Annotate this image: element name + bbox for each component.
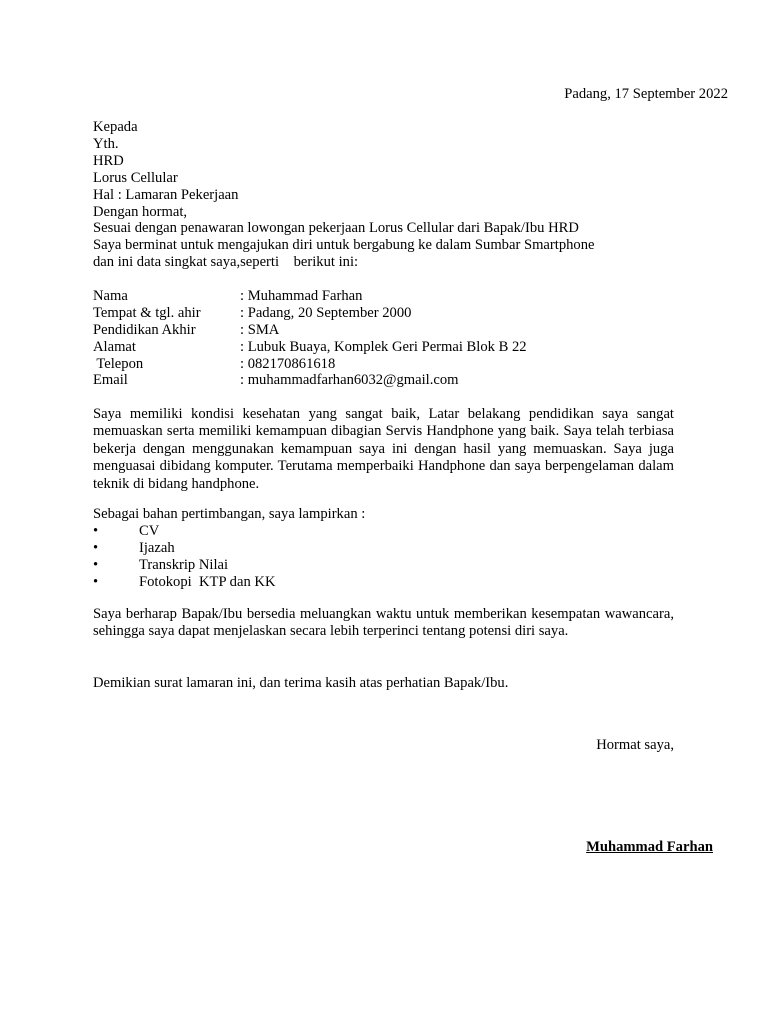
intro-line: Sesuai dengan penawaran lowongan pekerjaan Lorus Cellular dari Bapak/Ibu HRD (93, 220, 579, 237)
attachment-label: Ijazah (139, 539, 175, 556)
subject-line: Hal : Lamaran Pekerjaan (93, 186, 239, 203)
personal-data-row (93, 322, 674, 339)
field-value: : 082170861618 (240, 355, 336, 372)
attachment-item (93, 523, 674, 540)
attachment-label: Fotokopi KTP dan KK (139, 573, 276, 590)
attachments-section (93, 506, 674, 591)
personal-data-table (93, 288, 674, 389)
personal-data-row (93, 305, 674, 322)
greeting: Dengan hormat, (93, 203, 188, 220)
attachment-item (93, 574, 674, 591)
field-label: Telepon (93, 355, 144, 372)
recipient-block (93, 119, 674, 271)
intro-line: dan ini data singkat saya,seperti berikut ini: (93, 254, 359, 271)
field-value: : Padang, 20 September 2000 (240, 304, 412, 321)
field-label: Pendidikan Akhir (93, 321, 196, 338)
field-label: Tempat & tgl. ahir (93, 304, 201, 321)
attachment-label: CV (139, 522, 160, 539)
bullet-icon: • (93, 573, 99, 590)
interview-paragraph: Saya berharap Bapak/Ibu bersedia meluangkan waktu untuk memberikan kesempatan wawancara, sehingga saya dapat menjelaskan secara lebih terperinci tentang potensi diri saya. (93, 606, 674, 640)
bullet-icon: • (93, 522, 99, 539)
recipient-line: Lorus Cellular (93, 169, 178, 186)
recipient-line: HRD (93, 152, 124, 169)
attachment-label: Transkrip Nilai (139, 556, 229, 573)
personal-data-row (93, 288, 674, 305)
field-label: Nama (93, 288, 128, 304)
personal-data-row (93, 372, 674, 389)
recipient-line: Kepada (93, 119, 138, 135)
recipient-line: Yth. (93, 135, 119, 152)
date-line: Padang, 17 September 2022 (564, 86, 728, 102)
regards-line: Hormat saya, (596, 737, 674, 753)
field-label: Alamat (93, 338, 136, 355)
closing-block (93, 675, 674, 692)
field-value: : SMA (240, 321, 280, 338)
bullet-icon: • (93, 539, 99, 556)
intro-line: Saya berminat untuk mengajukan diri untuk bergabung ke dalam Sumbar Smartphone (93, 237, 595, 254)
personal-data-row (93, 356, 674, 373)
field-value: : Muhammad Farhan (240, 288, 363, 304)
qualification-paragraph: Saya memiliki kondisi kesehatan yang sangat baik, Latar belakang pendidikan saya sangat memuaskan serta memiliki kemampuan dibagian Servis Handphone yang baik. Saya telah terbiasa bekerja dengan menggunakan kemampuan saya ini dengan hasil yang memuaskan. Saya juga menguasai dibidang komputer. Terutama memperbaiki Handphone dan saya berpengelaman dalam teknik di bidang handphone. (93, 406, 674, 492)
attachment-item (93, 540, 674, 557)
attachment-item (93, 557, 674, 574)
body-paragraph-2 (93, 606, 674, 641)
field-value: : Lubuk Buaya, Komplek Geri Permai Blok B 22 (240, 338, 527, 355)
signature-name: Muhammad Farhan (586, 839, 713, 855)
field-value: : muhammadfarhan6032@gmail.com (240, 372, 459, 389)
field-label: Email (93, 372, 128, 389)
bullet-icon: • (93, 556, 99, 573)
personal-data-row (93, 339, 674, 356)
attachments-intro: Sebagai bahan pertimbangan, saya lampirkan : (93, 506, 366, 522)
body-paragraph-1 (93, 406, 674, 493)
closing-line: Demikian surat lamaran ini, dan terima kasih atas perhatian Bapak/Ibu. (93, 675, 509, 691)
